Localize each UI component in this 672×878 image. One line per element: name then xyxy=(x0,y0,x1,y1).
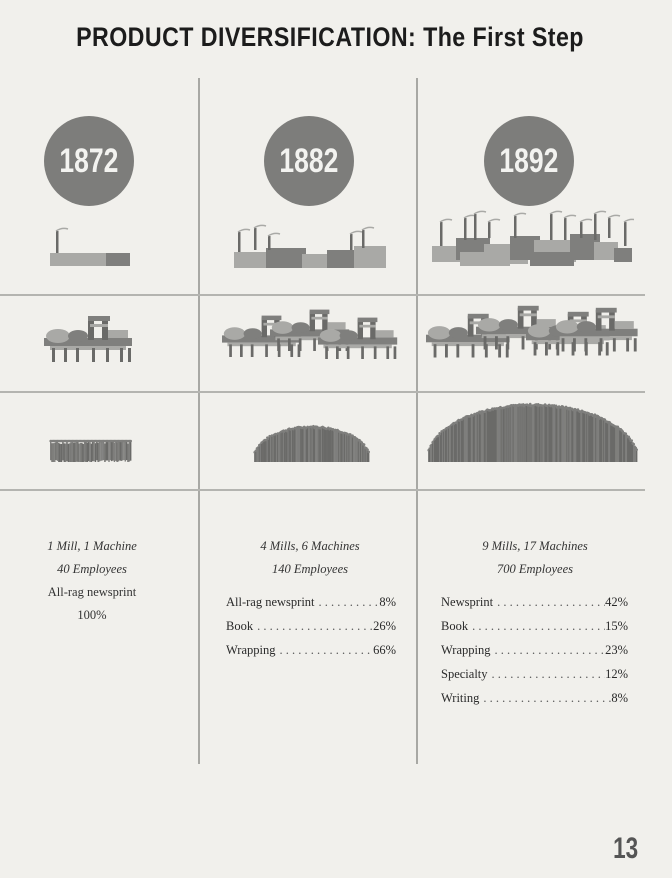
year-badge-1872 xyxy=(44,116,134,206)
year-label: 1892 xyxy=(499,141,559,180)
product-row xyxy=(441,638,628,662)
product-row xyxy=(226,638,396,662)
row-divider xyxy=(0,294,645,296)
product-name: Writing xyxy=(441,691,480,705)
page-title: PRODUCT DIVERSIFICATION: The First Step xyxy=(76,22,584,52)
factory-icon xyxy=(48,225,132,269)
product-share: 23% xyxy=(605,643,628,657)
row-divider xyxy=(0,391,645,393)
product-row xyxy=(441,590,628,614)
product-name: All-rag newsprint xyxy=(47,585,137,599)
employees-label: 40 Employees xyxy=(57,562,127,576)
product-row xyxy=(226,614,396,638)
crowd-icon xyxy=(426,402,638,462)
product-row xyxy=(441,614,628,638)
column-divider xyxy=(416,78,418,764)
product-share: 15% xyxy=(605,619,628,633)
product-name: Specialty xyxy=(441,667,488,681)
mills-machines-label: 4 Mills, 6 Machines xyxy=(260,539,360,553)
product-name: Newsprint xyxy=(441,595,494,609)
employees-label: 700 Employees xyxy=(496,562,574,576)
paper-machine-icon xyxy=(426,302,640,364)
summary-1892 xyxy=(428,535,642,581)
factory-icon xyxy=(430,208,634,270)
product-name: Book xyxy=(441,619,469,633)
product-share: 8% xyxy=(379,595,396,609)
paper-machine-icon xyxy=(44,312,132,364)
year-badge-1882 xyxy=(264,116,354,206)
product-row xyxy=(441,662,628,686)
paper-machine-icon xyxy=(222,306,398,364)
product-share: 42% xyxy=(605,595,628,609)
summary-1872 xyxy=(0,535,184,627)
product-share: 100% xyxy=(77,608,107,622)
year-badge-1892 xyxy=(484,116,574,206)
product-name: Wrapping xyxy=(441,643,491,657)
row-divider xyxy=(0,489,645,491)
factory-icon xyxy=(232,222,388,270)
employees-label: 140 Employees xyxy=(271,562,349,576)
mills-machines-label: 1 Mill, 1 Machine xyxy=(47,539,137,553)
column-divider xyxy=(198,78,200,764)
product-name: Book xyxy=(226,619,254,633)
product-name: Wrapping xyxy=(226,643,276,657)
product-name: All-rag newsprint xyxy=(226,595,315,609)
crowd-icon xyxy=(48,432,132,462)
product-share: 26% xyxy=(373,619,396,633)
product-share: 8% xyxy=(611,691,628,705)
crowd-icon xyxy=(252,424,370,462)
page-number: 13 xyxy=(612,832,638,865)
product-table-1882 xyxy=(226,590,396,662)
summary-1882 xyxy=(210,535,410,581)
product-row xyxy=(226,590,396,614)
year-label: 1882 xyxy=(279,141,339,180)
product-share: 12% xyxy=(605,667,628,681)
product-row xyxy=(441,686,628,710)
mills-machines-label: 9 Mills, 17 Machines xyxy=(482,539,588,553)
product-share: 66% xyxy=(373,643,396,657)
product-table-1892 xyxy=(441,590,628,710)
year-label: 1872 xyxy=(59,141,119,180)
